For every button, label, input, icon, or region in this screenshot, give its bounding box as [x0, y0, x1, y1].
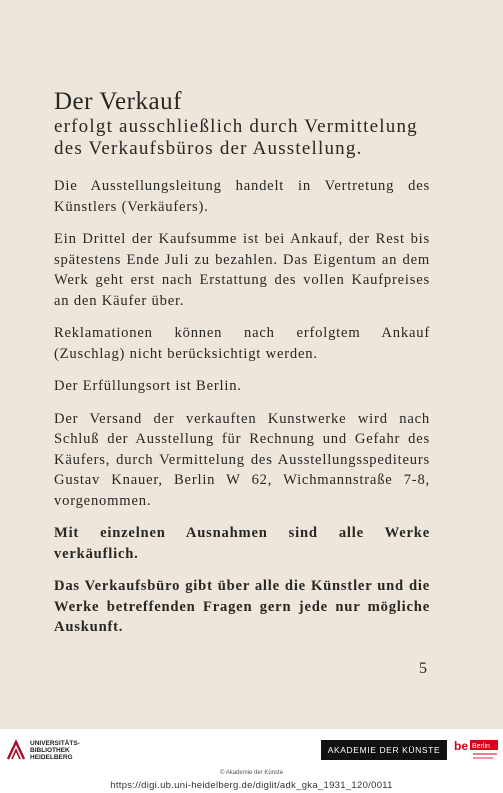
document-url-link[interactable]: https://digi.ub.uni-heidelberg.de/diglit/adk_gka_1931_120/0011: [110, 780, 393, 791]
page-subtitle: erfolgt ausschließlich durch Vermittelung des Verkaufsbüros der Ausstellung.: [54, 116, 418, 159]
svg-text:be: be: [454, 739, 469, 753]
paragraph-7: Das Verkaufsbüro gibt über alle die Künstler und die Werke betreffenden Fragen gern jede nur mögliche Auskunft.: [54, 578, 430, 635]
university-library-logo[interactable]: [6, 739, 80, 761]
paragraph-3: Reklamationen können nach erfolgtem Ankauf (Zuschlag) nicht berücksichtigt werden.: [54, 325, 430, 362]
svg-text:Berlin: Berlin: [472, 743, 490, 750]
paragraph-1: Die Ausstellungsleitung handelt in Vertretung des Künstlers (Verkäufers).: [54, 178, 430, 215]
copyright-notice: © Akademie der Künste: [219, 770, 284, 776]
page-title: Der Verkauf: [54, 88, 182, 115]
page-content: [54, 88, 430, 650]
akademie-der-kuenste-logo[interactable]: AKADEMIE DER KÜNSTE: [321, 740, 447, 760]
paragraph-2: Ein Drittel der Kaufsumme ist bei Ankauf, der Rest bis spätestens Ende Juli zu bezahlen. Das Eigentum an dem Werk geht erst nach Erstattung des vollen Kaufpreises an den Käufer über.: [54, 231, 430, 309]
library-logo-icon: [6, 739, 26, 761]
paragraph-6: Mit einzelnen Ausnahmen sind alle Werke verkäuflich.: [54, 525, 430, 562]
paragraph-5: Der Versand der verkauften Kunstwerke wird nach Schluß der Ausstellung für Rechnung und Gefahr des Käufers, durch Vermittelung des Ausstellungsspediteurs Gustav Knauer, Berlin W 62, Wichmannstraße 7-8, vorgenommen.: [54, 410, 430, 509]
be-berlin-logo[interactable]: [453, 738, 499, 764]
paragraph-4: Der Erfüllungsort ist Berlin.: [54, 378, 242, 394]
page-number: 5: [419, 660, 427, 677]
library-logo-text: UNIVERSITÄTS- BIBLIOTHEK HEIDELBERG: [30, 739, 80, 761]
viewer-footer: [0, 729, 503, 793]
